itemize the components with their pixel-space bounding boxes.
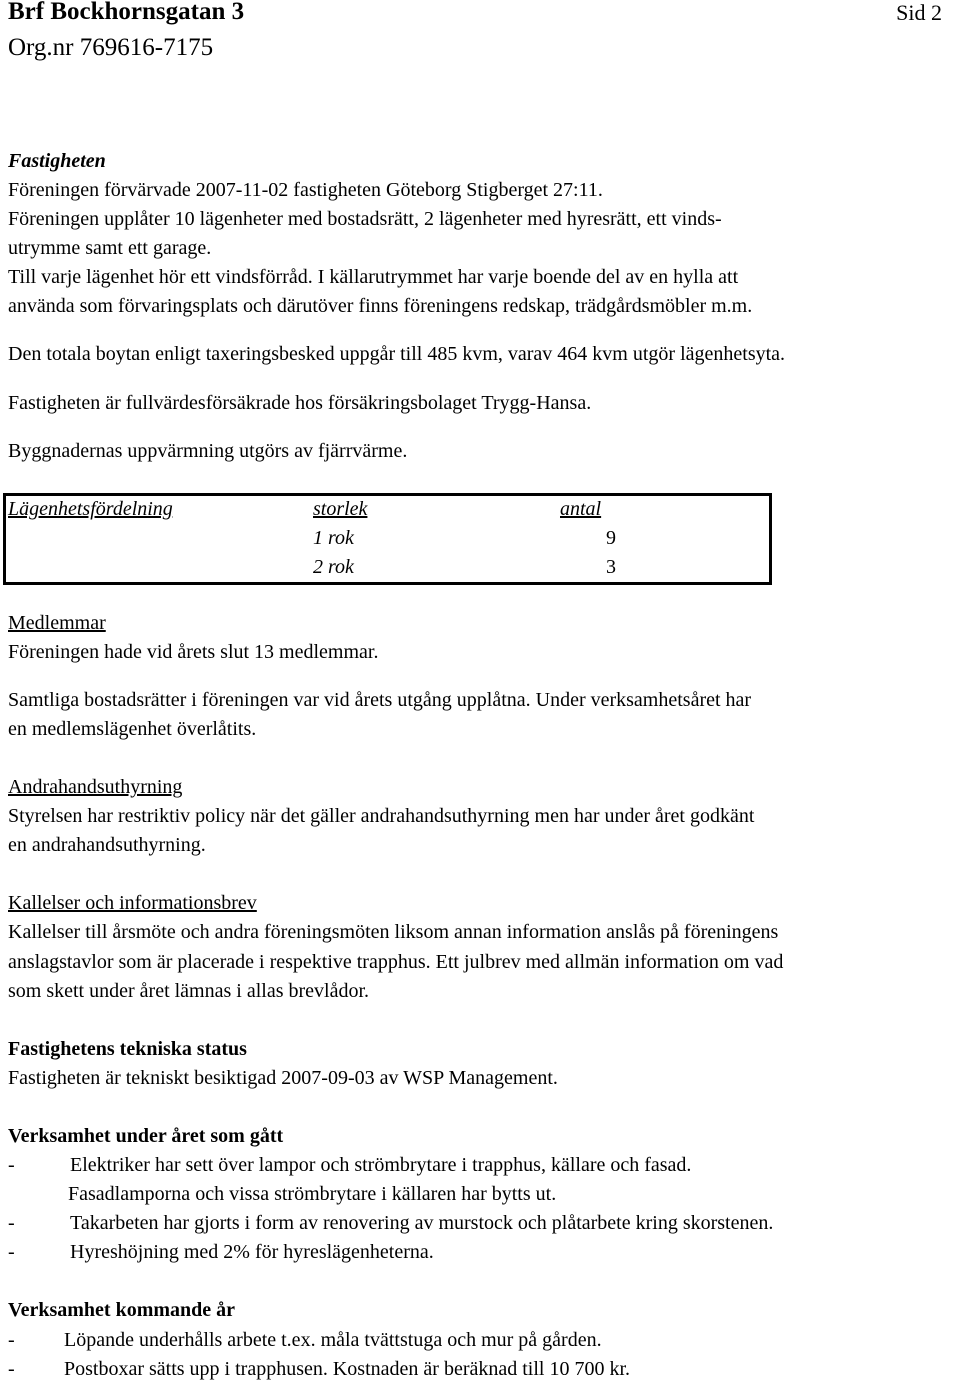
paragraph-line: utrymme samt ett garage. bbox=[8, 237, 212, 259]
section-heading-verksamhet: Verksamhet under året som gått bbox=[8, 1125, 284, 1147]
paragraph-line: använda som förvaringsplats och därutöver finns föreningens redskap, trädgårdsmöbler m.m. bbox=[8, 295, 753, 317]
paragraph-line: Styrelsen har restriktiv policy när det gäller andrahandsuthyrning men har under året godkänt bbox=[8, 805, 755, 827]
heating-statement: Byggnadernas uppvärmning utgörs av fjärrvärme. bbox=[8, 440, 408, 462]
paragraph-line: Till varje lägenhet hör ett vindsförråd. I källarutrymmet har varje boende del av en hylla att bbox=[8, 266, 739, 288]
insurance-statement: Fastigheten är fullvärdesförsäkrade hos försäkringsbolaget Trygg-Hansa. bbox=[8, 392, 592, 414]
list-item: Elektriker har sett över lampor och strömbrytare i trapphus, källare och fasad. bbox=[70, 1154, 692, 1176]
column-header-size: storlek bbox=[313, 498, 368, 520]
list-bullet: - bbox=[8, 1358, 15, 1380]
section-heading-andrahand: Andrahandsuthyrning bbox=[8, 776, 183, 798]
paragraph-line: som skett under året lämnas i allas brevlådor. bbox=[8, 980, 370, 1002]
list-bullet: - bbox=[8, 1212, 15, 1234]
distribution-label: Lägenhetsfördelning bbox=[8, 498, 173, 520]
row-count: 3 bbox=[606, 556, 616, 578]
row-size: 2 rok bbox=[313, 556, 354, 578]
section-heading-medlemmar: Medlemmar bbox=[8, 612, 106, 634]
list-bullet: - bbox=[8, 1241, 15, 1263]
paragraph-line: Föreningen hade vid årets slut 13 medlemmar. bbox=[8, 641, 379, 663]
list-bullet: - bbox=[8, 1154, 15, 1176]
section-heading-kommande: Verksamhet kommande år bbox=[8, 1299, 236, 1321]
row-size: 1 rok bbox=[313, 527, 354, 549]
list-item: Takarbeten har gjorts i form av renovering av murstock och plåtarbete kring skorstenen. bbox=[70, 1212, 774, 1234]
section-heading-fastigheten: Fastigheten bbox=[8, 150, 106, 172]
paragraph-line: Kallelser till årsmöte och andra föreningsmöten liksom annan information anslås på föreningens bbox=[8, 921, 779, 943]
list-item: Hyreshöjning med 2% för hyreslägenheterna. bbox=[70, 1241, 434, 1263]
paragraph-line: Föreningen förvärvade 2007-11-02 fastigheten Göteborg Stigberget 27:11. bbox=[8, 179, 603, 201]
column-header-count: antal bbox=[560, 498, 602, 520]
paragraph-line: Fastigheten är tekniskt besiktigad 2007-09-03 av WSP Management. bbox=[8, 1067, 558, 1089]
org-number: Org.nr 769616-7175 bbox=[8, 34, 214, 61]
section-heading-teknisk: Fastighetens tekniska status bbox=[8, 1038, 247, 1060]
section-heading-kallelser: Kallelser och informationsbrev bbox=[8, 892, 257, 914]
list-bullet: - bbox=[8, 1329, 15, 1351]
row-count: 9 bbox=[606, 527, 616, 549]
paragraph-line: en medlemslägenhet överlåtits. bbox=[8, 718, 257, 740]
area-statement: Den totala boytan enligt taxeringsbesked uppgår till 485 kvm, varav 464 kvm utgör lägenhetsyta. bbox=[8, 343, 786, 365]
paragraph-line: Föreningen upplåter 10 lägenheter med bostadsrätt, 2 lägenheter med hyresrätt, ett vinds- bbox=[8, 208, 722, 230]
page-number: Sid 2 bbox=[896, 0, 942, 25]
list-item-continuation: Fasadlamporna och vissa strömbrytare i källaren har bytts ut. bbox=[68, 1183, 557, 1205]
list-item: Löpande underhålls arbete t.ex. måla tvättstuga och mur på gården. bbox=[64, 1329, 602, 1351]
paragraph-line: anslagstavlor som är placerade i respektive trapphus. Ett julbrev med allmän information om vad bbox=[8, 951, 784, 973]
list-item: Postboxar sätts upp i trapphusen. Kostnaden är beräknad till 10 700 kr. bbox=[64, 1358, 631, 1380]
association-name: Brf Bockhornsgatan 3 bbox=[8, 0, 245, 25]
paragraph-line: Samtliga bostadsrätter i föreningen var vid årets utgång upplåtna. Under verksamhetsåret har bbox=[8, 689, 752, 711]
paragraph-line: en andrahandsuthyrning. bbox=[8, 834, 206, 856]
